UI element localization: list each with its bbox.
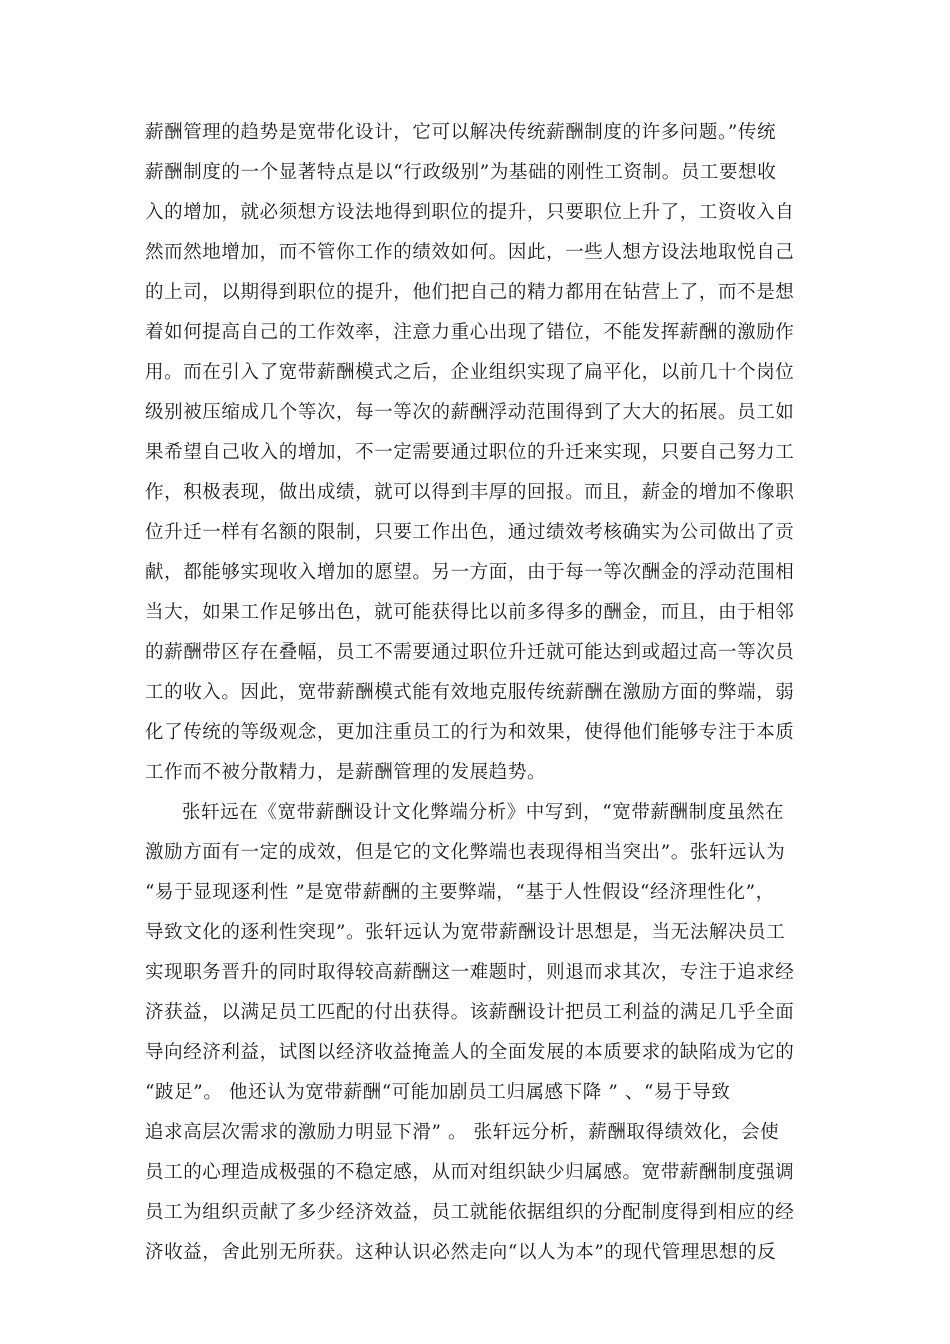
text-line: 济收益，舍此别无所获。这种认识必然走向“以人为本”的现代管理思想的反 <box>145 1242 777 1263</box>
text-line: 当大，如果工作足够出色，就可能获得比以前多得多的酬金，而且，由于相邻 <box>145 602 795 623</box>
text-line: 果希望自己收入的增加，不一定需要通过职位的升迁来实现，只要自己努力工 <box>145 442 795 463</box>
text-line: “跛足”。 他还认为宽带薪酬“可能加剧员工归属感下降 ” 、“易于导致 <box>145 1082 731 1103</box>
text-line: 着如何提高自己的工作效率，注意力重心出现了错位，不能发挥薪酬的激励作 <box>145 322 795 343</box>
paragraph-first-line: 张轩远在《宽带薪酬设计文化弊端分析》中写到，“宽带薪酬制度虽然在 <box>182 802 785 823</box>
text-line: 员工的心理造成极强的不稳定感，从而对组织缺少归属感。宽带薪酬制度强调 <box>145 1162 795 1183</box>
text-line: 作，积极表现，做出成绩，就可以得到丰厚的回报。而且，薪金的增加不像职 <box>145 482 795 503</box>
text-line: 的薪酬带区存在叠幅，员工不需要通过职位升迁就可能达到或超过高一等次员 <box>145 642 795 663</box>
text-line: 导致文化的逐利性突现”。张轩远认为宽带薪酬设计思想是，当无法解决员工 <box>145 922 786 943</box>
text-line: 位升迁一样有名额的限制，只要工作出色，通过绩效考核确实为公司做出了贡 <box>145 522 795 543</box>
text-line: 追求高层次需求的激励力明显下滑” 。 张轩远分析，薪酬取得绩效化，会使 <box>145 1122 780 1143</box>
text-line: 济获益，以满足员工匹配的付出获得。该薪酬设计把员工利益的满足几乎全面 <box>145 1002 795 1023</box>
text-line: 工作而不被分散精力，是薪酬管理的发展趋势。 <box>145 762 547 783</box>
text-line: 薪酬制度的一个显著特点是以“行政级别”为基础的刚性工资制。员工要想收 <box>145 162 777 183</box>
text-line: 化了传统的等级观念，更加注重员工的行为和效果，使得他们能够专注于本质 <box>145 722 795 743</box>
text-line: 献，都能够实现收入增加的愿望。另一方面，由于每一等次酬金的浮动范围相 <box>145 562 795 583</box>
text-line: 员工为组织贡献了多少经济效益，员工就能依据组织的分配制度得到相应的经 <box>145 1202 795 1223</box>
text-line: “易于显现逐利性 ”是宽带薪酬的主要弊端，“基于人性假设“经济理性化”， <box>145 882 775 903</box>
text-line: 导向经济利益，试图以经济收益掩盖人的全面发展的本质要求的缺陷成为它的 <box>145 1042 795 1063</box>
text-line: 工的收入。因此，宽带薪酬模式能有效地克服传统薪酬在激励方面的弊端，弱 <box>145 682 795 703</box>
text-line: 用。而在引入了宽带薪酬模式之后，企业组织实现了扁平化，以前几十个岗位 <box>145 362 795 383</box>
text-line: 激励方面有一定的成效，但是它的文化弊端也表现得相当突出”。张轩远认为 <box>145 842 786 863</box>
text-line: 的上司，以期得到职位的提升，他们把自己的精力都用在钻营上了，而不是想 <box>145 282 795 303</box>
text-line: 入的增加，就必须想方设法地得到职位的提升，只要职位上升了，工资收入自 <box>145 202 795 223</box>
text-line: 薪酬管理的趋势是宽带化设计，它可以解决传统薪酬制度的许多问题。”传统 <box>145 122 777 143</box>
text-line: 实现职务晋升的同时取得较高薪酬这一难题时，则退而求其次，专注于追求经 <box>145 962 795 983</box>
text-line: 级别被压缩成几个等次，每一等次的薪酬浮动范围得到了大大的拓展。员工如 <box>145 402 795 423</box>
text-line: 然而然地增加，而不管你工作的绩效如何。因此，一些人想方设法地取悦自己 <box>145 242 795 263</box>
